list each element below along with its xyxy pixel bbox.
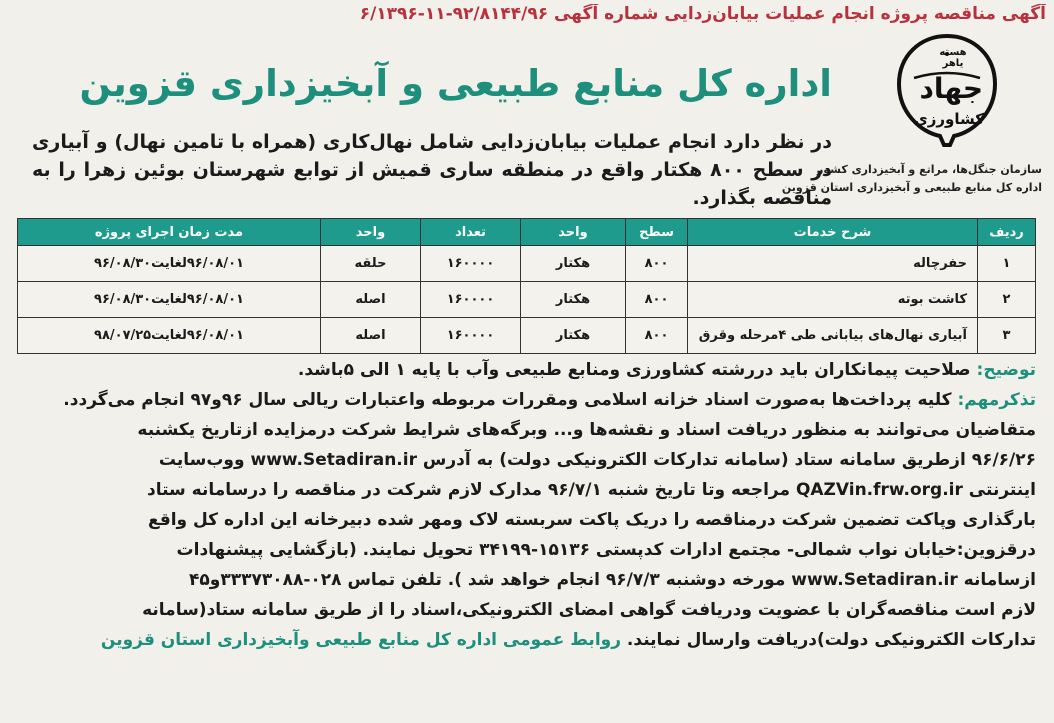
table-cell: ۱۶۰۰۰۰: [421, 246, 521, 282]
intro-paragraph: در نظر دارد انجام عملیات بیابان‌زدایی شامل نهال‌کاری (همراه با تامین نهال) و آبیاری در سطح ۸۰۰ هکتار واقع در منطقه ساری قمیش از توابع شهرستان بوئین زهرا را به مناقصه بگذارد.: [32, 131, 832, 209]
table-cell: ۳: [978, 318, 1036, 354]
logo-main-text: جهاد: [919, 72, 983, 105]
header-cell: واحد: [521, 219, 626, 246]
jihad-keshavarzi-logo: [781, 32, 1042, 212]
reminder-text: کلیه پرداخت‌ها به‌صورت اسناد خزانه اسلامی ومقررات مربوطه واعتبارات ریالی سال ۹۶و۹۷ انجام می‌گردد.: [63, 390, 958, 410]
logo-top-text: هسته یاهر: [939, 47, 967, 69]
header-cell: سطح: [626, 219, 688, 246]
note-text: صلاحیت پیمانکاران باید دررشته کشاورزی ومنابع طبیعی وآب با پایه ۱ الی ۵باشد.: [297, 360, 977, 380]
note-label: توضیح:: [976, 360, 1036, 380]
table-cell: حفرچاله: [688, 246, 978, 282]
notice-number-line: آگهی مناقصه پروژه انجام عملیات بیابان‌زدایی شماره آگهی ۹۲/۸۱۴۴/۹۶-۱۱-۶/۱۳۹۶: [359, 4, 1046, 24]
body-line: ازسامانه www.Setadiran.ir مورخه دوشنبه ۹۶/۷/۳ انجام خواهد شد ). تلفن تماس ۰۲۸-۳۳۳۷۳۰۸۸و۴۵: [188, 570, 1036, 590]
body-line: اینترنتی QAZVin.frw.org.ir مراجعه وتا تاریخ شنبه ۹۶/۷/۱ مدارک لازم شرکت در مناقصه را درسامانه ستاد: [146, 480, 1036, 500]
services-table: [17, 218, 1036, 354]
table-cell: هکتار: [521, 246, 626, 282]
table-cell: هکتار: [521, 282, 626, 318]
table-cell: ۹۶/۰۸/۰۱لغایت۹۶/۰۸/۳۰: [18, 282, 321, 318]
ad-title: اداره کل منابع طبیعی و آبخیزداری قزوین: [79, 62, 832, 105]
table-cell: ۱۶۰۰۰۰: [421, 318, 521, 354]
body-line: درقزوین:خیابان نواب شمالی- مجتمع ادارات کدپستی ۱۵۱۳۶-۳۴۱۹۹ تحویل نمایند. (بازگشایی پیشنهادات: [176, 540, 1036, 560]
org-name-line1: سازمان جنگل‌ها، مراتع و آبخیزداری کشور: [816, 163, 1042, 176]
header-cell: شرح خدمات: [688, 219, 978, 246]
table-cell: اصله: [321, 282, 421, 318]
table-cell: ۱: [978, 246, 1036, 282]
body-line: لازم است مناقصه‌گران با عضویت ودریافت گواهی امضای الکترونیکی،اسناد را از طریق سامانه ستاد(سامانه: [142, 600, 1036, 620]
signature-text: روابط عمومی اداره کل منابع طبیعی وآبخیزداری استان قزوین: [100, 630, 621, 650]
table-row: [18, 282, 1036, 318]
header-cell: واحد: [321, 219, 421, 246]
table-row: [18, 246, 1036, 282]
note-paragraph: [18, 356, 1036, 384]
reminder-paragraph: [18, 386, 1036, 414]
header-cell: ردیف: [978, 219, 1036, 246]
header-cell: تعداد: [421, 219, 521, 246]
closing-line: [18, 626, 1036, 654]
table-cell: کاشت بوته: [688, 282, 978, 318]
body-line: بارگذاری وپاکت تضمین شرکت درمناقصه را دریک پاکت سربسته لاک ومهر شده دبیرخانه این اداره کل واقع: [147, 510, 1036, 530]
body-line: متقاضیان می‌توانند به منظور دریافت اسناد و نقشه‌ها و... وبرگه‌های شرایط شرکت درمزایده ازتاریخ یکشنبه: [137, 420, 1036, 440]
table-cell: ۱۶۰۰۰۰: [421, 282, 521, 318]
table-cell: حلقه: [321, 246, 421, 282]
table-cell: ۸۰۰: [626, 246, 688, 282]
closing-text: تدارکات الکترونیکی دولت)دریافت وارسال نمایند.: [626, 630, 1036, 650]
table-cell: اصله: [321, 318, 421, 354]
table-cell: ۹۶/۰۸/۰۱لغایت۹۶/۰۸/۳۰: [18, 246, 321, 282]
table-row: [18, 318, 1036, 354]
body-line: ۹۶/۶/۲۶ ازطریق سامانه ستاد (سامانه تدارکات الکترونیکی دولت) به آدرس www.Setadiran.ir ووب‌سایت: [158, 450, 1036, 470]
table-cell: آبیاری نهال‌های بیابانی طی ۴مرحله وقرق: [688, 318, 978, 354]
table-cell: ۹۶/۰۸/۰۱لغایت۹۸/۰۷/۲۵: [18, 318, 321, 354]
table-cell: هکتار: [521, 318, 626, 354]
logo-sub-text: کشاورزی: [914, 110, 984, 128]
table-header-row: [18, 219, 1036, 246]
table-cell: ۲: [978, 282, 1036, 318]
org-name-line2: اداره کل منابع طبیعی و آبخیزداری استان قزوین: [781, 181, 1042, 194]
table-cell: ۸۰۰: [626, 318, 688, 354]
reminder-label: تذکرمهم:: [957, 390, 1036, 410]
header-cell: مدت زمان اجرای پروژه: [18, 219, 321, 246]
table-cell: ۸۰۰: [626, 282, 688, 318]
